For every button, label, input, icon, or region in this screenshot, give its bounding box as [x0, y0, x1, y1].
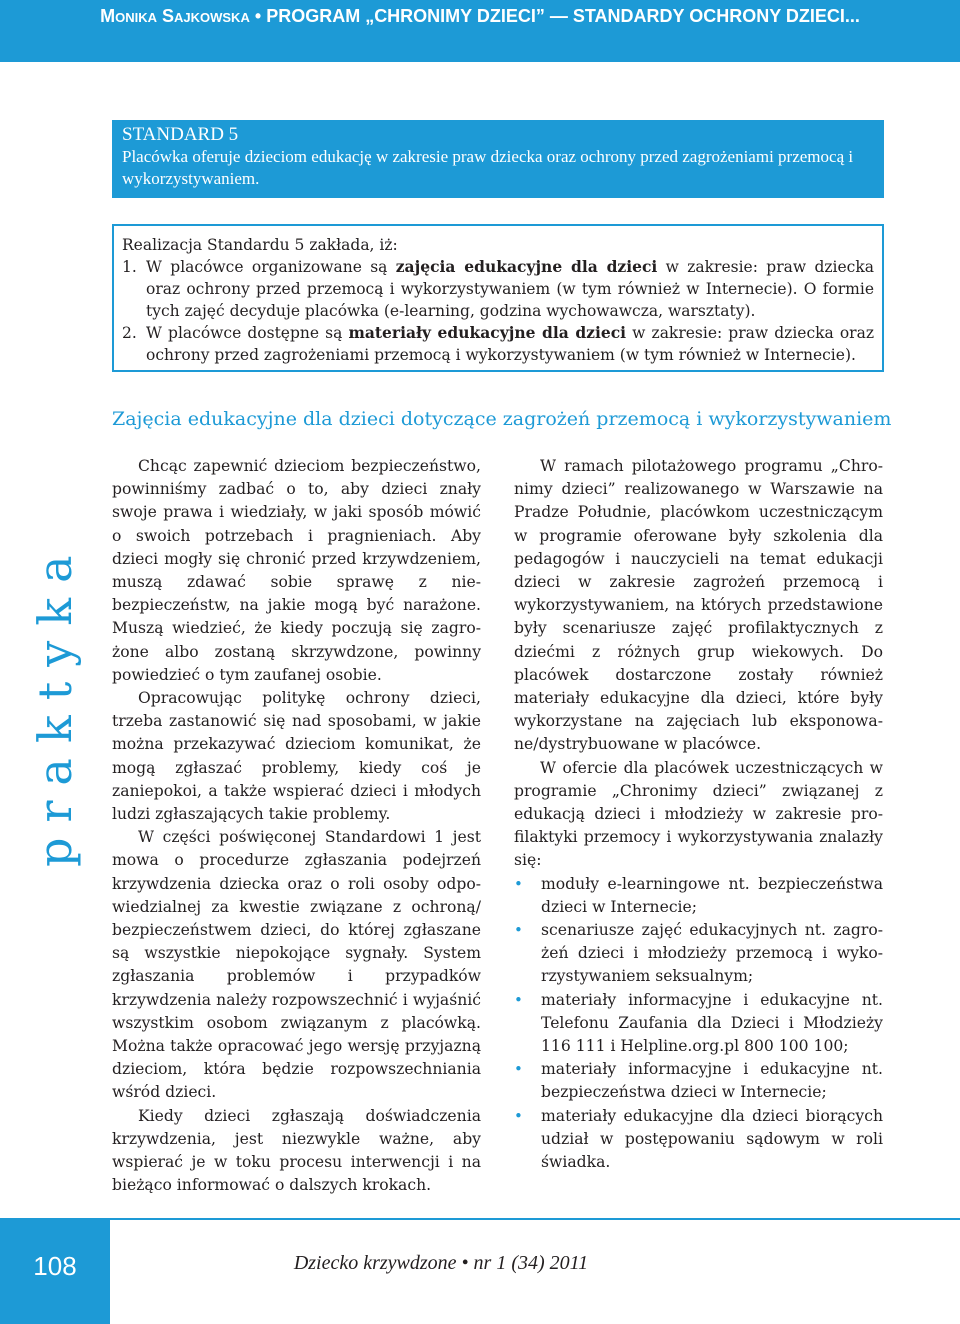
realization-item-2 [122, 322, 874, 366]
standard-box [112, 120, 884, 198]
realization-intro: Realizacja Standardu 5 zakłada, iż: [122, 236, 398, 254]
running-header [0, 0, 960, 62]
list-item [514, 919, 883, 989]
bullet-icon: • [514, 921, 523, 940]
item-text-post: w zakresie: praw dziecka oraz ochrony przed zagrożeniami przemocą i wykorzystywaniem (w tym również w Internecie). [146, 324, 874, 364]
list-item-text: scenariusze zajęć edukacyjnych nt. zagrożeń dzieci i młodzieży przemocą i wykorzystywaniem seksualnym; [541, 921, 883, 986]
bullet-icon: • [514, 990, 523, 1009]
list-item [514, 1058, 883, 1104]
item-text-bold: materiały edukacyjne dla dzieci [348, 323, 627, 342]
header-author: Monika Sajkowska [100, 6, 250, 26]
paragraph: W ofercie dla placówek uczestniczących w programie „Chronimy dzieci” związanej z edukacją dzieci i młodzieży w zakresie profilaktyki przemocy i wykorzystywania znalazły się: [514, 758, 883, 870]
list-item-text: materiały informacyjne i edukacyjne nt. bezpieczeństwa dzieci w Internecie; [541, 1060, 883, 1102]
standard-text: Placówka oferuje dzieciom edukację w zakresie praw dziecka oraz ochrony przed zagrożeniami przemocą i wykorzystywaniem. [122, 147, 854, 188]
offer-list [514, 873, 883, 1175]
item-text-pre: W placówce dostępne są [146, 324, 349, 342]
list-item-text: materiały edukacyjne dla dzieci biorących udział w postępowaniu sądowym w roli świadka. [541, 1106, 883, 1172]
list-item-text: moduły e-learningowe nt. bezpieczeństwa dzieci w Internecie; [541, 874, 883, 916]
bullet-icon: • [514, 874, 523, 893]
paragraph: Chcąc zapewnić dzieciom bezpieczeństwo, powinniśmy zadbać o to, aby dzieci znały swoje prawa i wiedziały, w jaki sposób mówić o swoich potrzebach i pragnieniach. Aby dzieci mogły się chronić przed krzywdzeniem, muszą zdawać sobie sprawę z niebezpieczeństw, na jakie mogą być narażone. Muszą wiedzieć, że kiedy poczują się zagrożone albo zostaną skrzywdzone, powinny powiedzieć o tym zaufanej osobie. [112, 457, 481, 684]
item-text-post: w zakresie: praw dziecka oraz ochrony przed przemocą i wykorzystywaniem (w tym również w Internecie). O formie tych zajęć decyduje placówka (e-learning, godzina wychowawcza, warsztaty). [146, 258, 874, 320]
realization-item-1 [122, 256, 874, 322]
journal-title: Dziecko krzywdzone • nr 1 (34) 2011 [293, 1252, 589, 1274]
list-item [514, 1105, 883, 1175]
paragraph: Opracowując politykę ochrony dzieci, trzeba zastanowić się nad sposobami, w jakie można przekazywać dzieciom komunikat, że mogą zgłaszać problemy, kiedy coś je zaniepokoi, a także wspierać dzieci i młodych ludzi zgłaszających takie problemy. [112, 689, 481, 824]
section-heading: Zajęcia edukacyjne dla dzieci dotyczące zagrożeń przemocą i wykorzystywaniem [112, 408, 892, 430]
list-item [514, 873, 883, 919]
list-item-text: materiały informacyjne i edukacyjne nt. Telefonu Zaufania dla Dzieci i Młodzieży 116 111 i Helpline.org.pl 800 100 100; [541, 990, 883, 1056]
bullet-icon: • [514, 1060, 523, 1079]
realization-box [112, 224, 884, 372]
paragraph: W ramach pilotażowego programu „Chronimy dzieci” realizowanego w Warszawie na Pradze Południe, placówkom uczestniczącym w programie oferowane były szkolenia dla pedagogów i nauczycieli na temat edukacji dzieci w zakresie zagrożeń przemocą i wykorzystywaniem, na których przedstawione były scenariusze zajęć profilaktycznych z dziećmi z różnych grup wiekowych. Do placówek dostarczone zostały również materiały edukacyjne dla dzieci, które były wykorzystane na zajęciach lub eksponowane/dystrybuowane w placówce. [514, 457, 883, 754]
list-item [514, 989, 883, 1059]
paragraph: W części poświęconej Standardowi 1 jest mowa o procedurze zgłaszania podejrzeń krzywdzenia dziecka oraz o roli osoby odpowiedzialnej za kwestie związane z ochroną/ bezpieczeństwem dzieci, do której zgłaszane są wszystkie niepokojące sygnały. System zgłaszania problemów i przypadków krzywdzenia należy rozpowszechnić i wyjaśnić wszystkim osobom związanym z placówką. Można także opracować jego wersję przyjazną dzieciom, która będzie rozpowszechniania wśród dzieci. [112, 828, 481, 1102]
standard-title: STANDARD 5 [122, 124, 239, 145]
item-text-bold: zajęcia edukacyjne dla dzieci [395, 257, 658, 276]
footer-divider [110, 1218, 960, 1220]
item-text-pre: W placówce organizowane są [146, 258, 396, 276]
page-number: 108 [0, 1218, 110, 1324]
paragraph: Kiedy dzieci zgłaszają doświadczenia krzywdzenia, jest niezwykle ważne, aby wspierać je w toku procesu interwencji i na bieżąco informować o dalszych krokach. [112, 1106, 481, 1195]
right-column [514, 455, 883, 1174]
item-number: 1. [122, 258, 137, 276]
left-column [112, 455, 481, 1198]
side-label: praktyka [28, 540, 82, 867]
bullet-icon: • [514, 1106, 523, 1125]
header-separator: • [254, 6, 262, 26]
header-title: PROGRAM „CHRONIMY DZIECI” — STANDARDY OCHRONY DZIECI... [266, 6, 860, 26]
item-number: 2. [122, 324, 137, 342]
